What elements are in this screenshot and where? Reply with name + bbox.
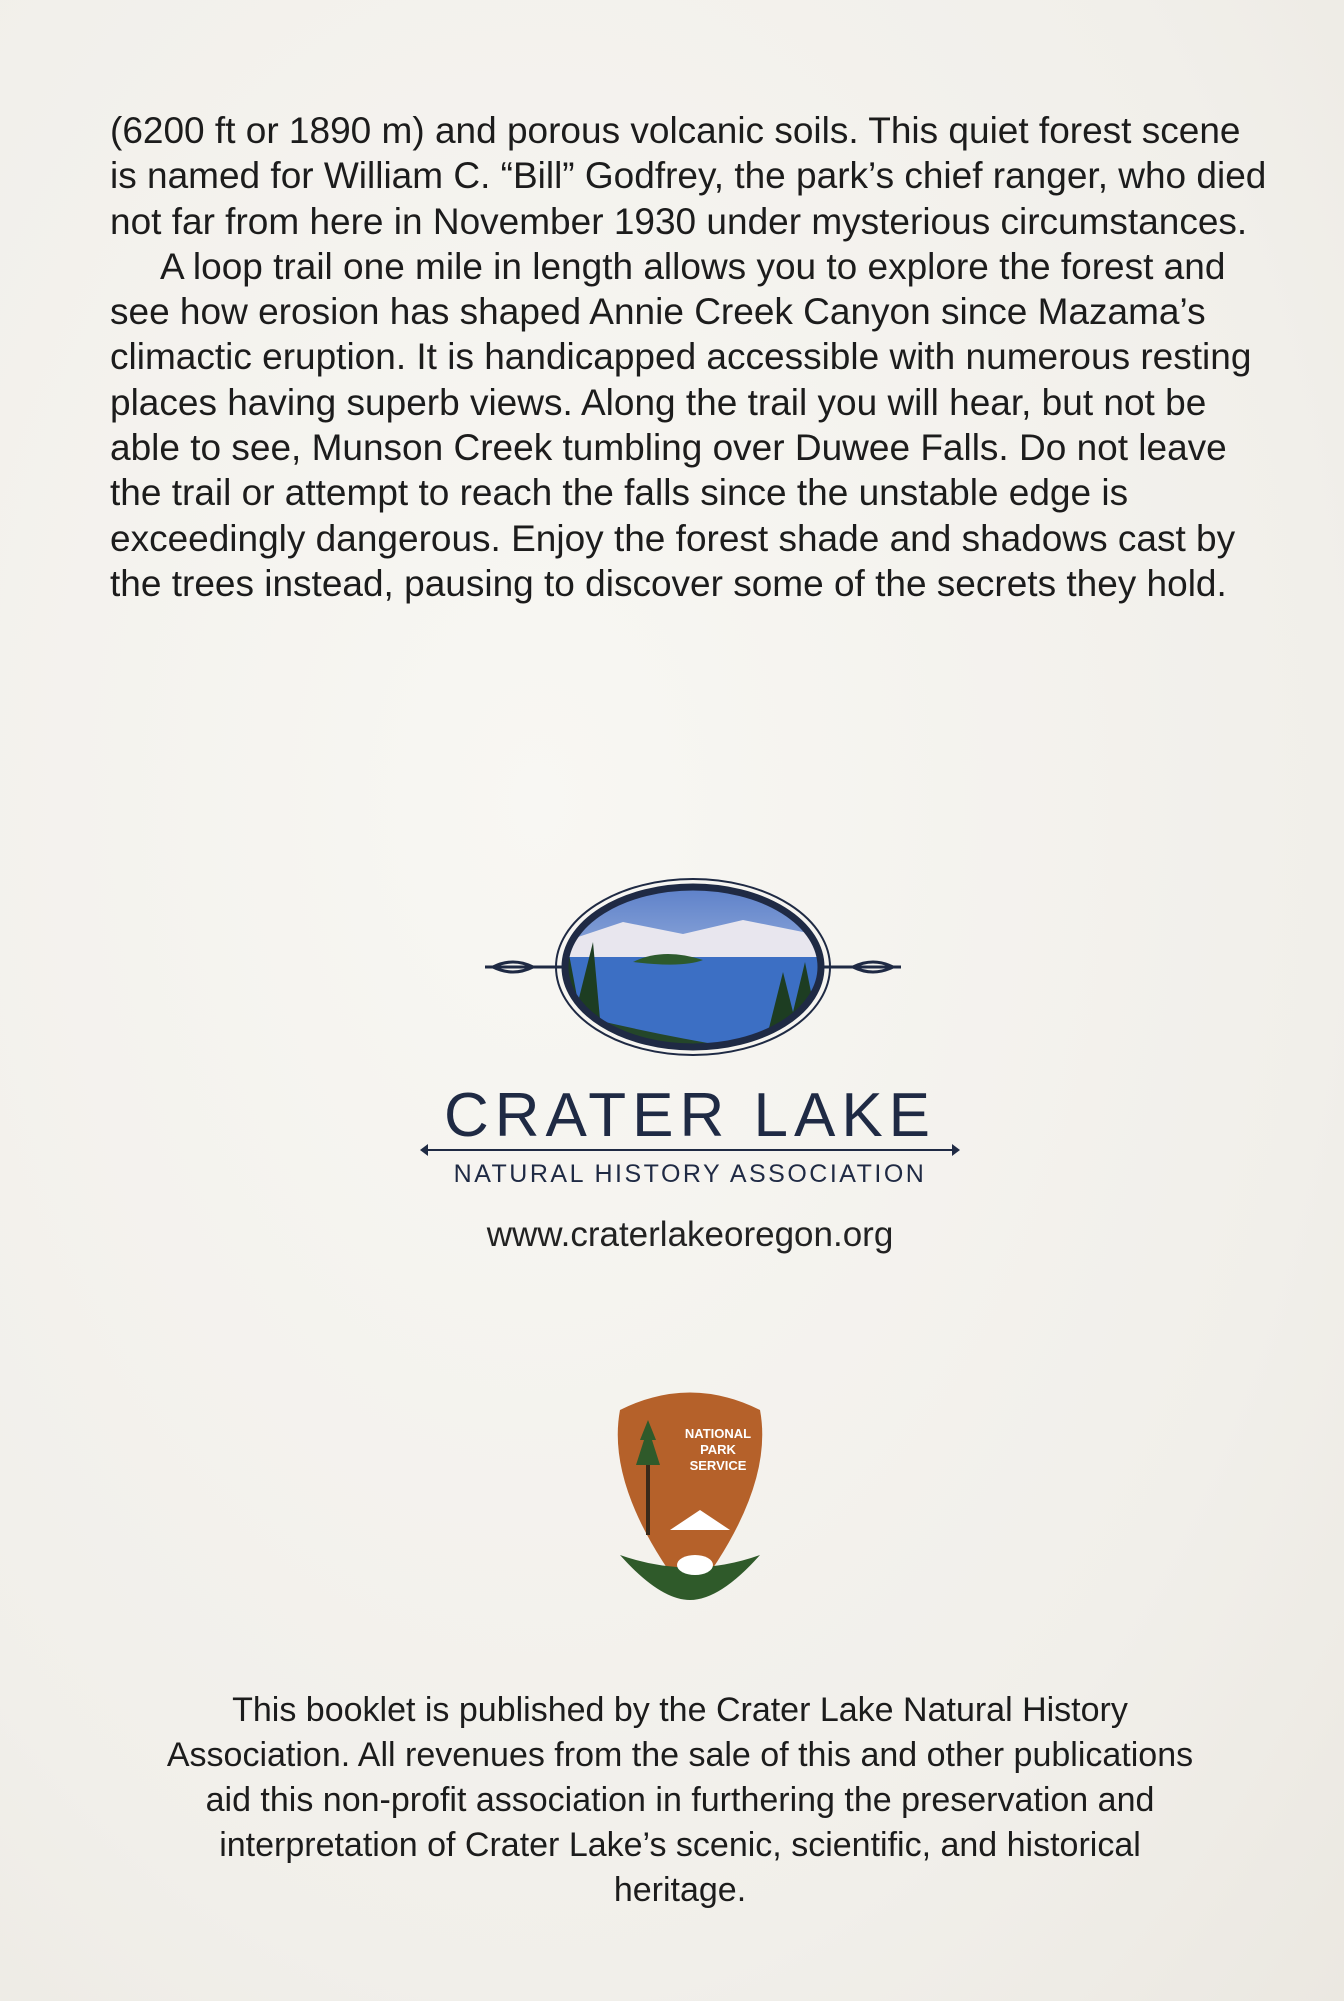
association-subtitle: NATURAL HISTORY ASSOCIATION: [453, 1160, 927, 1188]
crater-lake-title: CRATER LAKE: [443, 1081, 937, 1150]
nps-line-2: PARK: [700, 1442, 736, 1457]
national-park-service-arrowhead-icon: [600, 1380, 780, 1606]
paragraph-loop-trail: A loop trail one mile in length allows you to explore the forest and see how erosion has shaped Annie Creek Canyon since Mazama’s climactic eruption. It is handicapped accessible with numerous resting places having superb views. Along the trail you will hear, but not be able to see, Munson Creek tumbling over Duwee Falls. Do not leave the trail or attempt to reach the falls since the unstable edge is exceedingly dangerous. Enjoy the forest shade and shadows cast by the trees instead, pausing to discover some of the secrets they hold.: [110, 245, 1252, 604]
nps-line-3: SERVICE: [689, 1458, 747, 1473]
crater-lake-logo-icon: [483, 862, 903, 1072]
title-rule-divider: [420, 1140, 960, 1160]
publisher-statement: This booklet is published by the Crater Lake Natural History Association. All revenues from the sale of this and other publications aid this non-profit association in furthering the preservation and interpretation of Crater Lake’s scenic, scientific, and historical heritage.: [166, 1691, 1194, 1909]
paragraph-godfrey: (6200 ft or 1890 m) and porous volcanic soils. This quiet forest scene is named for William C. “Bill” Godfrey, the park’s chief ranger, who died not far from here in November 1930 under mysterious circumstances.: [110, 110, 1267, 242]
website-url: www.craterlakeoregon.org: [486, 1215, 894, 1254]
body-text: [110, 108, 1270, 606]
nps-line-1: NATIONAL: [684, 1426, 752, 1441]
